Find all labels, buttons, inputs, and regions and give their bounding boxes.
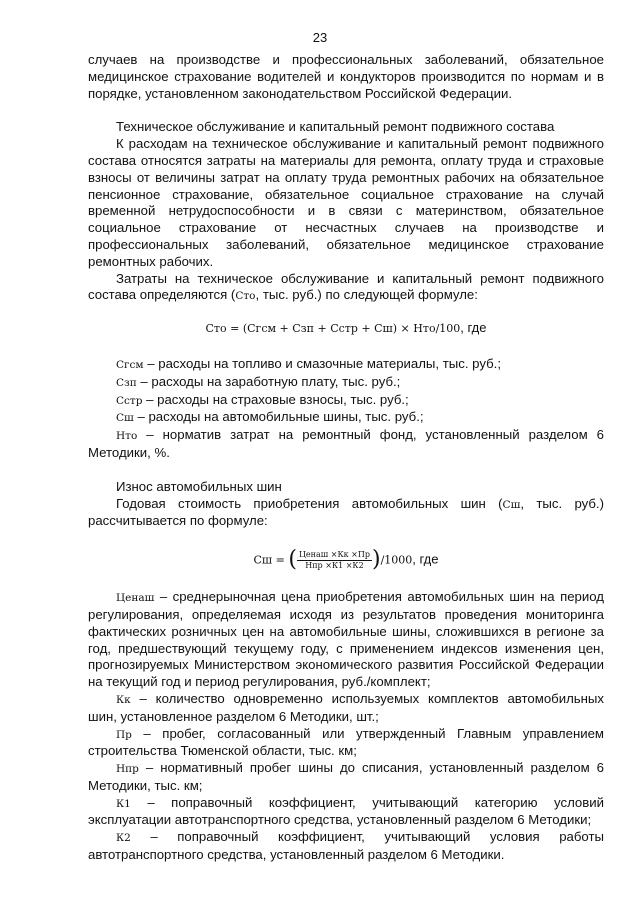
definition-item [88,356,604,374]
definition-item [88,760,604,795]
definition-text: – поправочный коэффициент, учитывающий категорию условий эксплуатации автотранспортного средства, установленный разделом 6 Методики; [88,794,604,828]
definition-item [88,829,604,864]
formula-tires-where: , где [412,551,439,567]
definition-symbol: Нто [116,430,138,443]
definition-item [88,374,604,392]
formula-maintenance-where: , где [460,320,487,336]
definition-symbol: Сзп [116,376,137,389]
paragraph-2: К расходам на техническое обслуживание и капитальный ремонт подвижного состава относятся затраты на материалы для ремонта, оплату труда и страховые взносы от величины затрат на оплату труда ремонтных рабочих на обязательное пенсионное страхование, обязательное социальное страхование на случай временной нетрудоспособности и в связи с материнством, обязательное социальное страхование от несчастных случаев на производстве и профессиональных заболеваний, обязательное медицинское страхование ремонтных рабочих. [88,136,604,269]
definition-item [88,589,604,691]
paragraph-4-text-b: , тыс. руб.) рассчитывается по формуле: [88,495,604,529]
definition-text: – нормативный пробег шины до списания, установленный разделом 6 Методики, тыс. км; [88,760,604,793]
formula-tires-fraction [297,550,372,571]
formula-tires-lhs: Сш = [253,553,285,567]
formula-tires-tail: /1000 [380,553,413,567]
formula-tires-denominator: Нпр ×К1 ×К2 [305,561,364,571]
formula-maintenance-expression: Сто = (Сгсм + Сзп + Сстр + Сш) × Нто/100 [205,322,461,336]
definition-item [88,795,604,830]
definition-symbol: К2 [116,832,131,845]
paragraph-3-text-a: Затраты на техническое обслуживание и капитальный ремонт подвижного состава определяются ( [88,270,604,303]
definition-text: – норматив затрат на ремонтный фонд, установленный разделом 6 Методики, %. [88,427,604,460]
section-heading-maintenance: Техническое обслуживание и капитальный ремонт подвижного состава [116,119,555,135]
definition-text: – количество одновременно используемых комплектов автомобильных шин, установленное разделом 6 Методики, шт.; [88,690,604,724]
formula-tires: Сш = ( $\frac{\text{Ценаш ×Кк ×Пр}}{\text{Нпр ×К1 ×К2}}$ )/1000, где [253,547,439,573]
paragraph-4-text-a: Годовая стоимость приобретения автомобильных шин ( [116,495,503,511]
formula-maintenance [88,320,604,338]
definition-symbol: Сстр [116,394,143,407]
definition-text: – пробег, согласованный или утвержденный Главным управлением строительства Тюменской области, тыс. км; [88,725,604,759]
definition-symbol: К1 [116,797,131,810]
definition-text: – расходы на страховые взносы, тыс. руб.; [142,391,409,407]
formula-tires-numerator: Ценаш ×Кк ×Пр [298,550,370,560]
document-body [88,52,604,864]
definition-item [88,427,604,462]
definitions-list-2 [88,589,604,864]
definition-symbol: Пр [116,728,132,741]
definitions-list-1 [88,356,604,462]
page-number: 23 [312,30,328,45]
definition-symbol: Сгсм [116,358,144,371]
paragraph-1: случаев на производстве и профессиональных заболеваний, обязательное медицинское страхование водителей и кондукторов производится по нормам и в порядке, установленном законодательством Российской Федерации. [88,52,604,101]
definition-text: – расходы на топливо и смазочные материалы, тыс. руб.; [143,355,501,371]
definition-item [88,691,604,726]
paragraph-3 [88,271,604,306]
definition-symbol: Сш [116,412,134,425]
paragraph-4 [88,496,604,531]
definition-text: – среднерыночная цена приобретения автомобильных шин на период регулирования, определяемая исходя из результатов проведения мониторинга фактических розничных цен на автомобильные шины, сложившихся в регионе за год, предшествующий текущему году, с применением индексов изменения цен, прогнозируемых Министерством экономического развития Российской Федерации на текущий год и период регулирования, руб./комплект; [88,589,604,690]
definition-item [88,392,604,410]
section-heading-tires: Износ автомобильных шин [116,478,282,494]
definition-symbol: Нпр [116,763,139,776]
definition-item [88,726,604,761]
definition-text: – поправочный коэффициент, учитывающий условия работы автотранспортного средства, установленный разделом 6 Методики. [88,829,604,863]
paragraph-3-text-b: , тыс. руб.) по следующей формуле: [255,287,478,303]
symbol-sto: Сто [235,290,256,303]
definition-symbol: Кк [116,693,131,706]
symbol-sh: Сш [502,498,521,511]
definition-text: – расходы на заработную плату, тыс. руб.; [136,373,401,389]
definition-symbol: Ценаш [116,592,155,605]
definition-item [88,409,604,427]
definition-text: – расходы на автомобильные шины, тыс. руб.; [133,409,424,425]
